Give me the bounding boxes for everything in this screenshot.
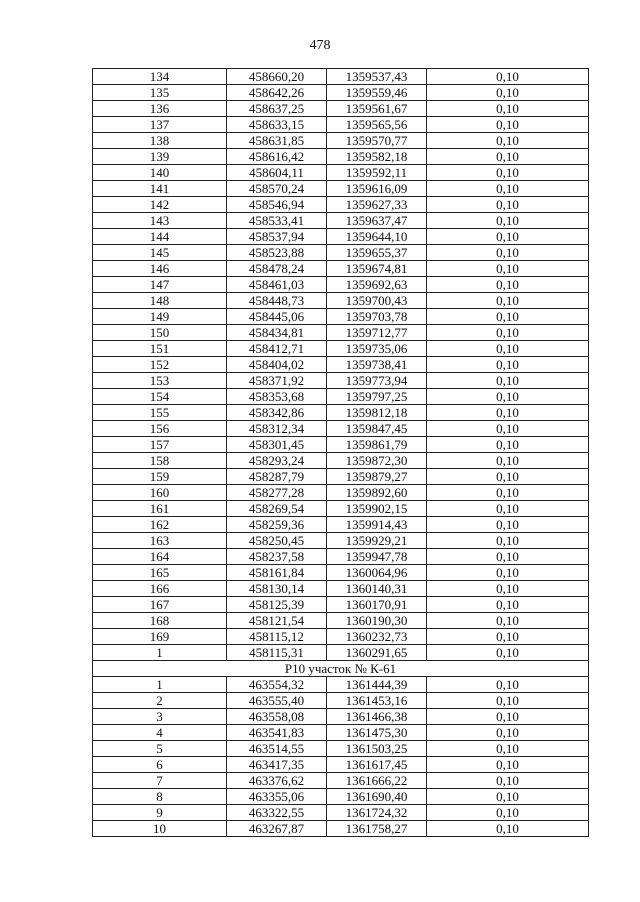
accuracy-cell: 0,10 <box>427 437 589 453</box>
point-number-cell: 135 <box>93 85 227 101</box>
point-number-cell: 137 <box>93 117 227 133</box>
point-number-cell: 165 <box>93 565 227 581</box>
point-number-cell: 145 <box>93 245 227 261</box>
x-coordinate-cell: 458130,14 <box>227 581 327 597</box>
y-coordinate-cell: 1359537,43 <box>327 69 427 85</box>
x-coordinate-cell: 458125,39 <box>227 597 327 613</box>
point-number-cell: 151 <box>93 341 227 357</box>
accuracy-cell: 0,10 <box>427 421 589 437</box>
x-coordinate-cell: 458445,06 <box>227 309 327 325</box>
accuracy-cell: 0,10 <box>427 805 589 821</box>
y-coordinate-cell: 1359644,10 <box>327 229 427 245</box>
table-row <box>93 725 589 741</box>
point-number-cell: 156 <box>93 421 227 437</box>
x-coordinate-cell: 458115,31 <box>227 645 327 661</box>
section-heading: P10 участок № К-61 <box>93 661 589 677</box>
point-number-cell: 140 <box>93 165 227 181</box>
x-coordinate-cell: 463555,40 <box>227 693 327 709</box>
accuracy-cell: 0,10 <box>427 117 589 133</box>
accuracy-cell: 0,10 <box>427 261 589 277</box>
point-number-cell: 161 <box>93 501 227 517</box>
y-coordinate-cell: 1360291,65 <box>327 645 427 661</box>
y-coordinate-cell: 1360232,73 <box>327 629 427 645</box>
accuracy-cell: 0,10 <box>427 789 589 805</box>
table-row <box>93 69 589 85</box>
table-row <box>93 133 589 149</box>
accuracy-cell: 0,10 <box>427 453 589 469</box>
x-coordinate-cell: 458301,45 <box>227 437 327 453</box>
accuracy-cell: 0,10 <box>427 693 589 709</box>
accuracy-cell: 0,10 <box>427 373 589 389</box>
point-number-cell: 148 <box>93 293 227 309</box>
accuracy-cell: 0,10 <box>427 405 589 421</box>
table-row <box>93 517 589 533</box>
x-coordinate-cell: 458293,24 <box>227 453 327 469</box>
accuracy-cell: 0,10 <box>427 69 589 85</box>
y-coordinate-cell: 1361466,38 <box>327 709 427 725</box>
accuracy-cell: 0,10 <box>427 821 589 837</box>
y-coordinate-cell: 1359773,94 <box>327 373 427 389</box>
x-coordinate-cell: 458570,24 <box>227 181 327 197</box>
accuracy-cell: 0,10 <box>427 85 589 101</box>
accuracy-cell: 0,10 <box>427 133 589 149</box>
table-row <box>93 453 589 469</box>
y-coordinate-cell: 1359565,56 <box>327 117 427 133</box>
point-number-cell: 169 <box>93 629 227 645</box>
y-coordinate-cell: 1359692,63 <box>327 277 427 293</box>
y-coordinate-cell: 1359637,47 <box>327 213 427 229</box>
y-coordinate-cell: 1359703,78 <box>327 309 427 325</box>
x-coordinate-cell: 463541,83 <box>227 725 327 741</box>
y-coordinate-cell: 1359700,43 <box>327 293 427 309</box>
y-coordinate-cell: 1361690,40 <box>327 789 427 805</box>
table-row <box>93 101 589 117</box>
point-number-cell: 139 <box>93 149 227 165</box>
table-row <box>93 597 589 613</box>
point-number-cell: 162 <box>93 517 227 533</box>
table-row <box>93 709 589 725</box>
x-coordinate-cell: 458448,73 <box>227 293 327 309</box>
accuracy-cell: 0,10 <box>427 389 589 405</box>
point-number-cell: 149 <box>93 309 227 325</box>
y-coordinate-cell: 1359627,33 <box>327 197 427 213</box>
table-row <box>93 181 589 197</box>
x-coordinate-cell: 458250,45 <box>227 533 327 549</box>
point-number-cell: 136 <box>93 101 227 117</box>
point-number-cell: 144 <box>93 229 227 245</box>
point-number-cell: 4 <box>93 725 227 741</box>
point-number-cell: 158 <box>93 453 227 469</box>
accuracy-cell: 0,10 <box>427 309 589 325</box>
y-coordinate-cell: 1359902,15 <box>327 501 427 517</box>
table-row <box>93 501 589 517</box>
y-coordinate-cell: 1359892,60 <box>327 485 427 501</box>
x-coordinate-cell: 458312,34 <box>227 421 327 437</box>
y-coordinate-cell: 1359879,27 <box>327 469 427 485</box>
table-row <box>93 229 589 245</box>
table-row <box>93 805 589 821</box>
x-coordinate-cell: 458161,84 <box>227 565 327 581</box>
accuracy-cell: 0,10 <box>427 581 589 597</box>
y-coordinate-cell: 1360140,31 <box>327 581 427 597</box>
y-coordinate-cell: 1359847,45 <box>327 421 427 437</box>
x-coordinate-cell: 458287,79 <box>227 469 327 485</box>
x-coordinate-cell: 458642,26 <box>227 85 327 101</box>
x-coordinate-cell: 458533,41 <box>227 213 327 229</box>
point-number-cell: 1 <box>93 677 227 693</box>
x-coordinate-cell: 458277,28 <box>227 485 327 501</box>
point-number-cell: 154 <box>93 389 227 405</box>
table-row <box>93 357 589 373</box>
accuracy-cell: 0,10 <box>427 677 589 693</box>
x-coordinate-cell: 458546,94 <box>227 197 327 213</box>
table-row <box>93 693 589 709</box>
table-row <box>93 581 589 597</box>
accuracy-cell: 0,10 <box>427 325 589 341</box>
accuracy-cell: 0,10 <box>427 757 589 773</box>
x-coordinate-cell: 458115,12 <box>227 629 327 645</box>
x-coordinate-cell: 458461,03 <box>227 277 327 293</box>
x-coordinate-cell: 463355,06 <box>227 789 327 805</box>
y-coordinate-cell: 1359674,81 <box>327 261 427 277</box>
y-coordinate-cell: 1360190,30 <box>327 613 427 629</box>
x-coordinate-cell: 463267,87 <box>227 821 327 837</box>
table-row <box>93 821 589 837</box>
x-coordinate-cell: 458353,68 <box>227 389 327 405</box>
point-number-cell: 138 <box>93 133 227 149</box>
accuracy-cell: 0,10 <box>427 741 589 757</box>
accuracy-cell: 0,10 <box>427 725 589 741</box>
x-coordinate-cell: 463322,55 <box>227 805 327 821</box>
table-row <box>93 741 589 757</box>
x-coordinate-cell: 463376,62 <box>227 773 327 789</box>
point-number-cell: 9 <box>93 805 227 821</box>
y-coordinate-cell: 1361475,30 <box>327 725 427 741</box>
table-row <box>93 117 589 133</box>
x-coordinate-cell: 463417,35 <box>227 757 327 773</box>
accuracy-cell: 0,10 <box>427 245 589 261</box>
accuracy-cell: 0,10 <box>427 469 589 485</box>
y-coordinate-cell: 1359561,67 <box>327 101 427 117</box>
x-coordinate-cell: 458121,54 <box>227 613 327 629</box>
accuracy-cell: 0,10 <box>427 197 589 213</box>
table-row <box>93 149 589 165</box>
point-number-cell: 7 <box>93 773 227 789</box>
y-coordinate-cell: 1359812,18 <box>327 405 427 421</box>
table-row <box>93 549 589 565</box>
y-coordinate-cell: 1359738,41 <box>327 357 427 373</box>
point-number-cell: 3 <box>93 709 227 725</box>
point-number-cell: 168 <box>93 613 227 629</box>
y-coordinate-cell: 1359559,46 <box>327 85 427 101</box>
accuracy-cell: 0,10 <box>427 773 589 789</box>
point-number-cell: 164 <box>93 549 227 565</box>
accuracy-cell: 0,10 <box>427 101 589 117</box>
y-coordinate-cell: 1359655,37 <box>327 245 427 261</box>
point-number-cell: 157 <box>93 437 227 453</box>
x-coordinate-cell: 458523,88 <box>227 245 327 261</box>
table-row <box>93 373 589 389</box>
point-number-cell: 134 <box>93 69 227 85</box>
table-row <box>93 277 589 293</box>
x-coordinate-cell: 458404,02 <box>227 357 327 373</box>
table-row <box>93 261 589 277</box>
y-coordinate-cell: 1359861,79 <box>327 437 427 453</box>
x-coordinate-cell: 458237,58 <box>227 549 327 565</box>
table-row <box>93 165 589 181</box>
table-row <box>93 773 589 789</box>
table-row <box>93 341 589 357</box>
coordinates-table-body <box>93 69 589 837</box>
x-coordinate-cell: 463514,55 <box>227 741 327 757</box>
point-number-cell: 6 <box>93 757 227 773</box>
y-coordinate-cell: 1360170,91 <box>327 597 427 613</box>
x-coordinate-cell: 458342,86 <box>227 405 327 421</box>
table-row <box>93 197 589 213</box>
x-coordinate-cell: 463554,32 <box>227 677 327 693</box>
x-coordinate-cell: 458412,71 <box>227 341 327 357</box>
point-number-cell: 163 <box>93 533 227 549</box>
x-coordinate-cell: 458537,94 <box>227 229 327 245</box>
y-coordinate-cell: 1359582,18 <box>327 149 427 165</box>
x-coordinate-cell: 458604,11 <box>227 165 327 181</box>
point-number-cell: 2 <box>93 693 227 709</box>
y-coordinate-cell: 1359616,09 <box>327 181 427 197</box>
y-coordinate-cell: 1359947,78 <box>327 549 427 565</box>
table-row <box>93 325 589 341</box>
accuracy-cell: 0,10 <box>427 613 589 629</box>
point-number-cell: 160 <box>93 485 227 501</box>
accuracy-cell: 0,10 <box>427 517 589 533</box>
table-row <box>93 789 589 805</box>
accuracy-cell: 0,10 <box>427 629 589 645</box>
table-row <box>93 629 589 645</box>
accuracy-cell: 0,10 <box>427 485 589 501</box>
y-coordinate-cell: 1361758,27 <box>327 821 427 837</box>
accuracy-cell: 0,10 <box>427 165 589 181</box>
y-coordinate-cell: 1361453,16 <box>327 693 427 709</box>
table-row <box>93 757 589 773</box>
x-coordinate-cell: 458631,85 <box>227 133 327 149</box>
accuracy-cell: 0,10 <box>427 357 589 373</box>
x-coordinate-cell: 458616,42 <box>227 149 327 165</box>
accuracy-cell: 0,10 <box>427 645 589 661</box>
accuracy-cell: 0,10 <box>427 181 589 197</box>
point-number-cell: 5 <box>93 741 227 757</box>
table-row <box>93 85 589 101</box>
y-coordinate-cell: 1359735,06 <box>327 341 427 357</box>
x-coordinate-cell: 458269,54 <box>227 501 327 517</box>
table-row <box>93 309 589 325</box>
x-coordinate-cell: 458259,36 <box>227 517 327 533</box>
point-number-cell: 150 <box>93 325 227 341</box>
x-coordinate-cell: 458478,24 <box>227 261 327 277</box>
point-number-cell: 141 <box>93 181 227 197</box>
accuracy-cell: 0,10 <box>427 533 589 549</box>
accuracy-cell: 0,10 <box>427 709 589 725</box>
accuracy-cell: 0,10 <box>427 341 589 357</box>
accuracy-cell: 0,10 <box>427 549 589 565</box>
accuracy-cell: 0,10 <box>427 213 589 229</box>
point-number-cell: 10 <box>93 821 227 837</box>
point-number-cell: 143 <box>93 213 227 229</box>
page-number: 478 <box>309 38 331 53</box>
point-number-cell: 153 <box>93 373 227 389</box>
section-heading-row <box>93 661 589 677</box>
x-coordinate-cell: 458660,20 <box>227 69 327 85</box>
table-row <box>93 469 589 485</box>
accuracy-cell: 0,10 <box>427 597 589 613</box>
table-row <box>93 565 589 581</box>
table-row <box>93 245 589 261</box>
table-row <box>93 389 589 405</box>
table-row <box>93 677 589 693</box>
point-number-cell: 142 <box>93 197 227 213</box>
y-coordinate-cell: 1361666,22 <box>327 773 427 789</box>
table-row <box>93 645 589 661</box>
table-row <box>93 533 589 549</box>
y-coordinate-cell: 1359712,77 <box>327 325 427 341</box>
coordinates-table <box>92 68 589 837</box>
accuracy-cell: 0,10 <box>427 293 589 309</box>
point-number-cell: 166 <box>93 581 227 597</box>
accuracy-cell: 0,10 <box>427 277 589 293</box>
y-coordinate-cell: 1361724,32 <box>327 805 427 821</box>
x-coordinate-cell: 463558,08 <box>227 709 327 725</box>
y-coordinate-cell: 1359929,21 <box>327 533 427 549</box>
y-coordinate-cell: 1359872,30 <box>327 453 427 469</box>
table-row <box>93 421 589 437</box>
x-coordinate-cell: 458633,15 <box>227 117 327 133</box>
x-coordinate-cell: 458434,81 <box>227 325 327 341</box>
point-number-cell: 1 <box>93 645 227 661</box>
point-number-cell: 155 <box>93 405 227 421</box>
y-coordinate-cell: 1361503,25 <box>327 741 427 757</box>
accuracy-cell: 0,10 <box>427 501 589 517</box>
table-row <box>93 293 589 309</box>
y-coordinate-cell: 1359914,43 <box>327 517 427 533</box>
table-row <box>93 485 589 501</box>
point-number-cell: 152 <box>93 357 227 373</box>
y-coordinate-cell: 1359570,77 <box>327 133 427 149</box>
table-row <box>93 405 589 421</box>
point-number-cell: 167 <box>93 597 227 613</box>
accuracy-cell: 0,10 <box>427 565 589 581</box>
table-row <box>93 213 589 229</box>
y-coordinate-cell: 1360064,96 <box>327 565 427 581</box>
point-number-cell: 146 <box>93 261 227 277</box>
y-coordinate-cell: 1359797,25 <box>327 389 427 405</box>
x-coordinate-cell: 458637,25 <box>227 101 327 117</box>
x-coordinate-cell: 458371,92 <box>227 373 327 389</box>
table-row <box>93 437 589 453</box>
y-coordinate-cell: 1361444,39 <box>327 677 427 693</box>
y-coordinate-cell: 1359592,11 <box>327 165 427 181</box>
point-number-cell: 159 <box>93 469 227 485</box>
point-number-cell: 8 <box>93 789 227 805</box>
y-coordinate-cell: 1361617,45 <box>327 757 427 773</box>
accuracy-cell: 0,10 <box>427 229 589 245</box>
accuracy-cell: 0,10 <box>427 149 589 165</box>
table-row <box>93 613 589 629</box>
point-number-cell: 147 <box>93 277 227 293</box>
